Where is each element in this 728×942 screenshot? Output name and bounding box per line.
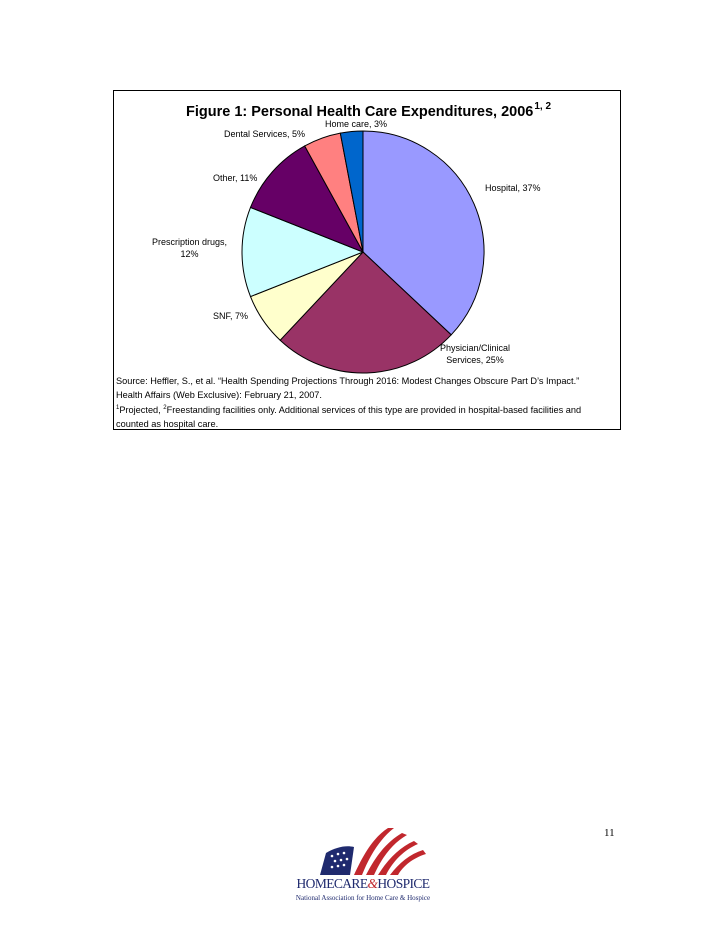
- source-note: Source: Heffler, S., et al. “Health Spending Projections Through 2016: Modest Changes Obscure Part D’s Impact.” Health Affairs (Web Exclusive): February 21, 2007. $^1$Projected, $^2$Freestanding facilities only. Additional services of this type are provided in hospital-based facilities and counted as hospital care.: [116, 376, 582, 429]
- label-hospital: Hospital, 37%: [485, 183, 541, 193]
- logo-wordmark: HOMECARE&HOSPICE: [296, 876, 430, 891]
- label-snf: SNF, 7%: [213, 311, 249, 321]
- nahc-logo: [292, 823, 434, 903]
- label-dental: Dental Services, 5%: [224, 129, 306, 139]
- label-prescription: Prescription drugs, 12%: [152, 237, 228, 259]
- logo-tagline: National Association for Home Care & Hospice: [295, 894, 431, 902]
- chart-title: Figure 1: Personal Health Care Expenditures, 2006$^{1, 2}$: [186, 101, 552, 120]
- source-line-2: Health Affairs (Web Exclusive): February 21, 2007.: [116, 389, 322, 400]
- source-line-1: Source: Heffler, S., et al. “Health Spending Projections Through 2016: Modest Changes Obscure Part D’s Impact.”: [116, 376, 580, 386]
- flag-logo-icon: [292, 823, 434, 879]
- label-other: Other, 11%: [213, 173, 258, 183]
- page-number: 11: [604, 827, 615, 839]
- label-physician: Physician/Clinical Services, 25%: [440, 343, 511, 365]
- label-home-care: Home care, 3%: [325, 119, 388, 129]
- title-superscript: 1, 2: [534, 101, 552, 112]
